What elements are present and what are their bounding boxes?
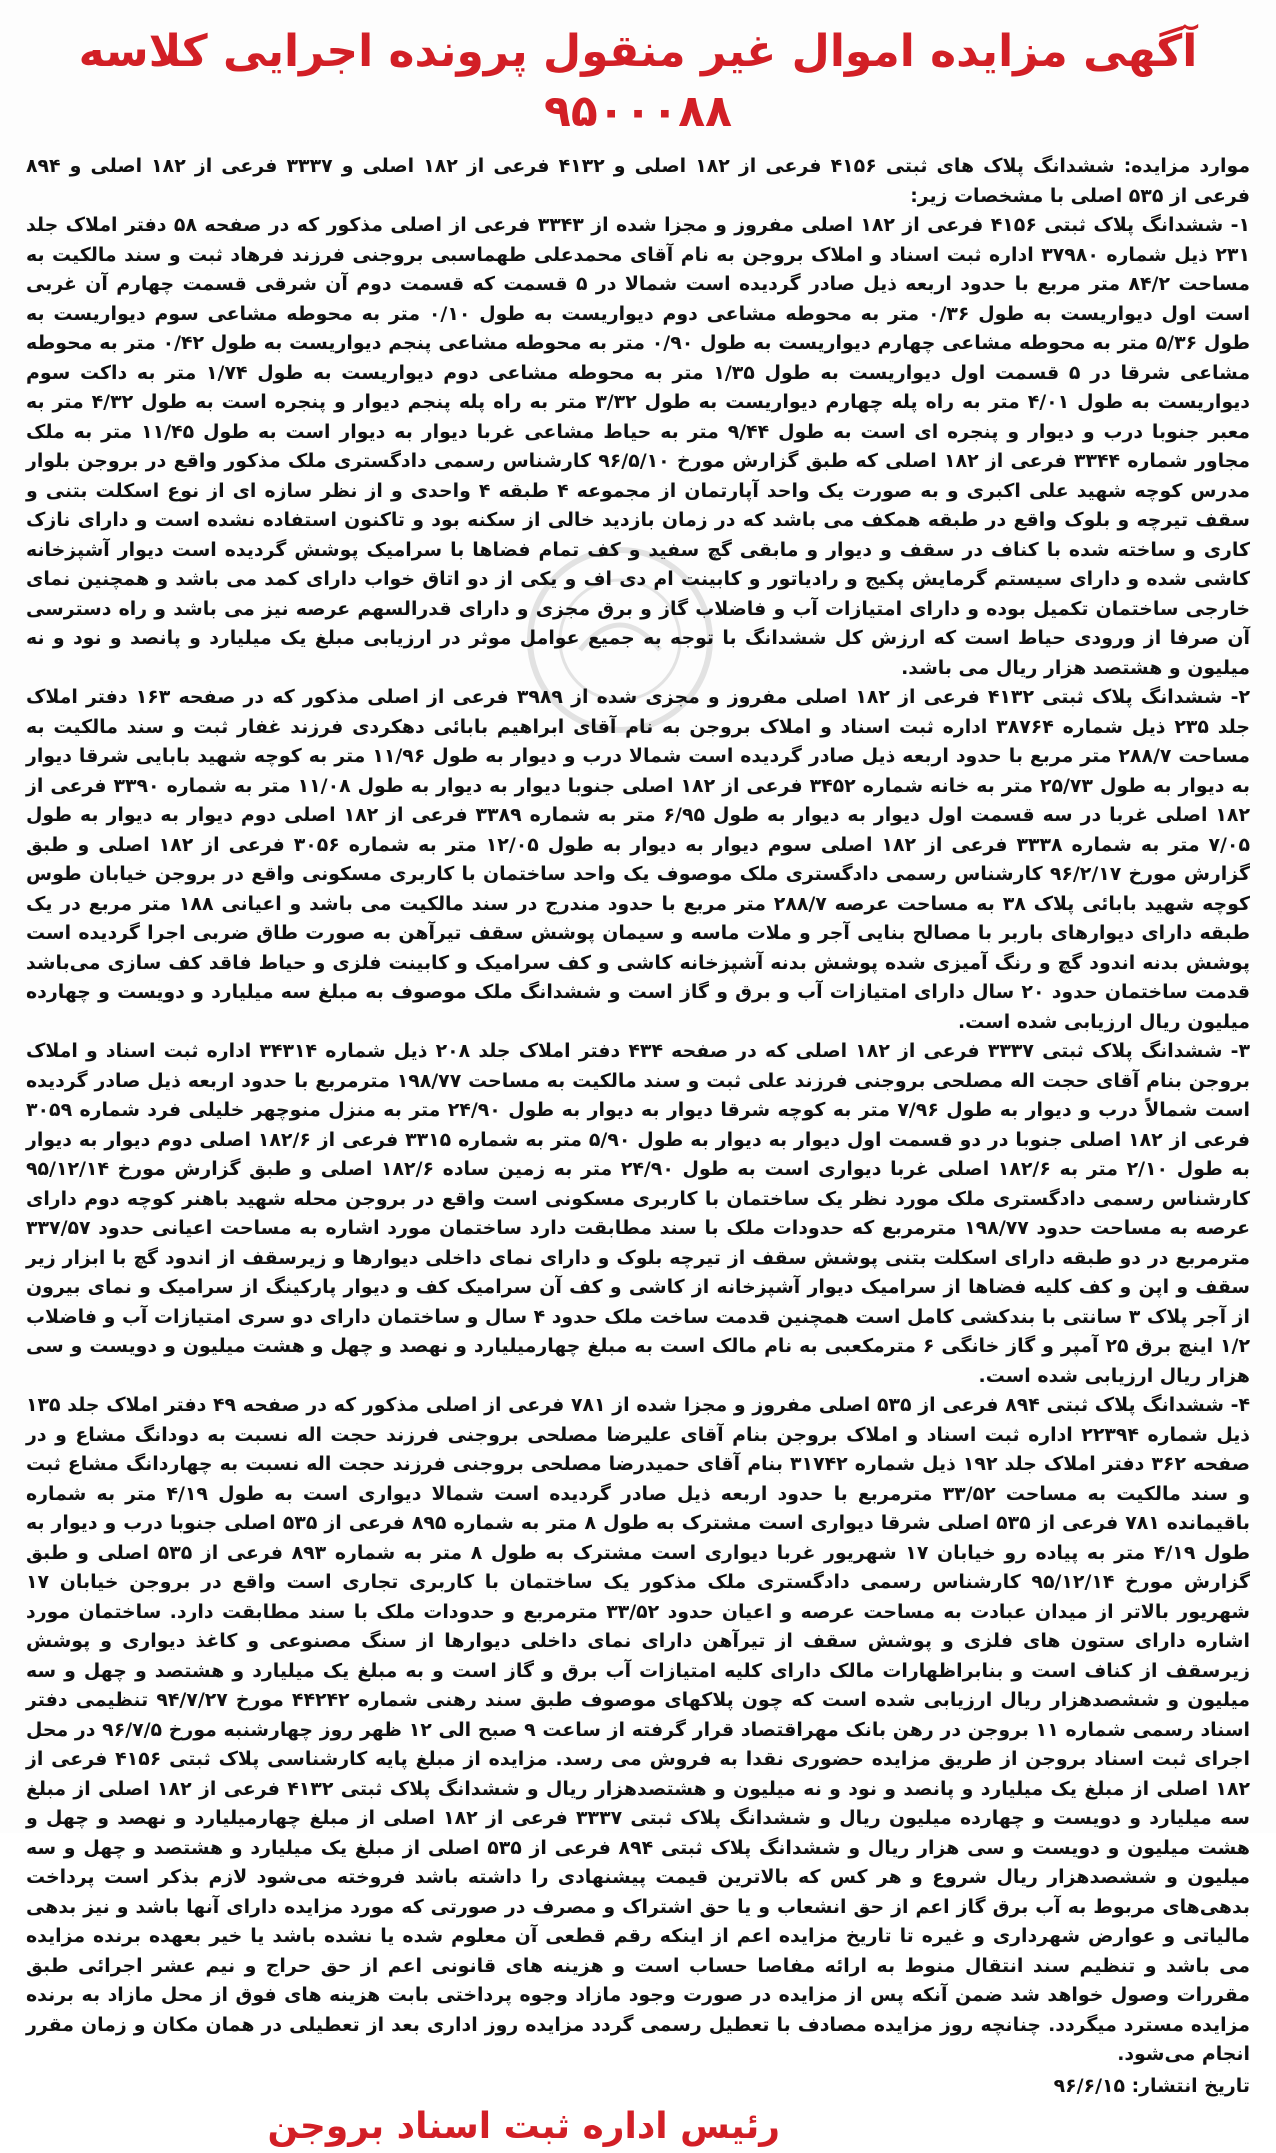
property-item-3: ۳- ششدانگ پلاک ثبتی ۳۳۳۷ فرعی از ۱۸۲ اصلی که در صفحه ۴۳۴ دفتر املاک جلد ۲۰۸ ذیل شماره ۳۴۳۱۴ اداره ثبت اسناد و املاک بروجن بنام آقای حجت اله مصلحی بروجنی فرزند علی ثبت و سند مالکیت به مساحت ۱۹۸/۷۷ مترمربع با حدود اربعه ذیل صادر گردیده است شمالاً درب و دیوار به طول ۷/۹۶ متر به کوچه شرقا دیوار به دیوار به طول ۲۴/۹۰ متر به منزل منوچهر خلیلی فرد شماره ۳۰۵۹ فرعی از ۱۸۲ اصلی جنوبا در دو قسمت اول دیوار به دیوار به طول ۵/۹۰ متر به شماره ۳۳۱۵ فرعی از ۱۸۲/۶ اصلی دوم دیوار به دیوار به طول ۲/۱۰ متر به ۱۸۲/۶ اصلی غربا دیواری است به طول ۲۴/۹۰ متر به زمین ساده ۱۸۲/۶ اصلی و طبق گزارش مورخ ۹۵/۱۲/۱۴ کارشناس رسمی دادگستری ملک مورد نظر یک ساختمان با کاربری مسکونی است واقع در بروجن محله شهید باهنر کوچه دوم دارای عرصه به مساحت حدود ۱۹۸/۷۷ مترمربع که حدودات ملک با سند مطابقت دارد ساختمان مورد اشاره به مساحت اعیانی حدود ۳۳۷/۵۷ مترمربع در دو طبقه دارای اسکلت بتنی پوشش سقف از تیرچه بلوک و دارای نمای داخلی دیوارها و زیرسقف از اندود گچ با ابزار زیر سقف و اپن و کف کلیه فضاها از سرامیک دیوار آشپزخانه از کاشی و کف آن سرامیک کف و دیوار پارکینگ از سرامیک و نمای بیرون از آجر پلاک ۳ سانتی با بندکشی کامل است همچنین قدمت ساخت ملک حدود ۴ سال و ساختمان دارای دو سری امتیازات آب و فاضلاب ۱/۲ اینچ برق ۲۵ آمپر و گاز خانگی ۶ مترمکعبی به نام مالک است به مبلغ چهارمیلیارد و نهصد و چهل و هشت میلیون و دویست و سی هزار ریال ارزیابی شده است. — [26, 1040, 1251, 1387]
property-item-2: ۲- ششدانگ پلاک ثبتی ۴۱۳۲ فرعی از ۱۸۲ اصلی مفروز و مجزی شده از ۳۹۸۹ فرعی از اصلی مذکور که در صفحه ۱۶۳ دفتر املاک جلد ۲۳۵ ذیل شماره ۳۸۷۶۴ اداره ثبت اسناد و املاک بروجن به نام آقای ابراهیم بابائی دهکردی فرزند غفار ثبت و سند مالکیت به مساحت ۲۸۸/۷ متر مربع با حدود اربعه ذیل صادر گردیده است شمالا درب و دیوار به طول ۱۱/۹۶ متر به کوچه شهید بابایی شرقا دیوار به دیوار به طول ۲۵/۷۳ متر به خانه شماره ۳۴۵۲ فرعی از ۱۸۲ اصلی جنوبا دیوار به دیوار به طول ۱۱/۰۸ متر به شماره ۳۳۹۰ فرعی از ۱۸۲ اصلی غربا در سه قسمت اول دیوار به دیوار به طول ۶/۹۵ متر به شماره ۳۳۸۹ فرعی از ۱۸۲ اصلی دوم دیوار به دیوار به طول ۷/۰۵ متر به شماره ۳۳۳۸ فرعی از ۱۸۲ اصلی سوم دیوار به دیوار به طول ۱۲/۰۵ متر به شماره ۳۰۵۶ فرعی از ۱۸۲ اصلی و طبق گزارش مورخ ۹۶/۲/۱۷ کارشناس رسمی دادگستری ملک موصوف یک واحد ساختمان با کاربری مسکونی واقع در بروجن خیابان طوس کوچه شهید بابائی پلاک ۳۸ به مساحت عرصه ۲۸۸/۷ متر مربع با حدود مندرج در سند مالکیت می باشد و اعیانی ۱۸۸ متر مربع در یک طبقه دارای دیوارهای باربر با مصالح بنایی آجر و ملات ماسه و سیمان پوشش سقف تیرآهن به صورت طاق ضربی اجرا گردیده است پوشش بدنه اندود گچ و رنگ آمیزی شده پوشش بدنه آشپزخانه کاشی و کف سرامیک و کابینت فلزی و حیاط فاقد کف سازی می‌باشد قدمت ساختمان حدود ۲۰ سال دارای امتیازات آب و برق و گاز است و ششدانگ ملک موصوف به مبلغ سه میلیارد و دویست و چهارده میلیون ریال ارزیابی شده است. — [26, 686, 1251, 1033]
property-item-4: ۴- ششدانگ پلاک ثبتی ۸۹۴ فرعی از ۵۳۵ اصلی مفروز و مجزا شده از ۷۸۱ فرعی از اصلی مذکور که در صفحه ۴۹ دفتر املاک جلد ۱۳۵ ذیل شماره ۲۲۳۹۴ اداره ثبت اسناد و املاک بروجن بنام آقای علیرضا مصلحی بروجنی فرزند حجت اله نسبت به دودانگ مشاع و در صفحه ۳۶۲ دفتر املاک جلد ۱۹۲ ذیل شماره ۳۱۷۴۲ بنام آقای حمیدرضا مصلحی بروجنی فرزند حجت اله نسبت به چهاردانگ مشاع ثبت و سند مالکیت به مساحت ۳۳/۵۲ مترمربع با حدود اربعه ذیل صادر گردیده است شمالا دیواری است به طول ۴/۱۹ متر به شماره باقیمانده ۷۸۱ فرعی از ۵۳۵ اصلی شرقا دیواری است مشترک به طول ۸ متر به شماره ۸۹۵ فرعی از ۵۳۵ اصلی جنوبا درب و دیوار به طول ۴/۱۹ متر به پیاده رو خیابان ۱۷ شهریور غربا دیواری است مشترک به طول ۸ متر به شماره ۸۹۳ فرعی از ۵۳۵ اصلی و طبق گزارش مورخ ۹۵/۱۲/۱۴ کارشناس رسمی دادگستری ملک مذکور یک ساختمان با کاربری تجاری است واقع در بروجن خیابان ۱۷ شهریور بالاتر از میدان عبادت به مساحت عرصه و اعیان حدود ۳۳/۵۲ مترمربع و حدودات ملک با سند مطابقت دارد. ساختمان مورد اشاره دارای ستون های فلزی و پوشش سقف از تیرآهن دارای نمای داخلی دیوارها از سنگ مصنوعی و کاغذ دیواری و پوشش زیرسقف از کناف است و بنابراظهارات مالک دارای کلیه امتیازات آب برق و گاز است و به مبلغ یک میلیارد و هشتصد و چهل و سه میلیون و ششصدهزار ریال ارزیابی شده است که چون پلاکهای موصوف طبق سند رهنی شماره ۴۴۲۴۲ مورخ ۹۴/۷/۲۷ تنظیمی دفتر اسناد رسمی شماره ۱۱ بروجن در رهن بانک مهراقتصاد قرار گرفته از ساعت ۹ صبح الی ۱۲ ظهر روز چهارشنبه مورخ ۹۶/۷/۵ در محل اجرای ثبت اسناد بروجن از طریق مزایده حضوری نقدا به فروش می رسد. مزایده از مبلغ پایه کارشناسی پلاک ثبتی ۴۱۵۶ فرعی از ۱۸۲ اصلی از مبلغ یک میلیارد و پانصد و نود و نه میلیون و هشتصدهزار ریال و ششدانگ پلاک ثبتی ۴۱۳۲ فرعی از ۱۸۲ اصلی از مبلغ سه میلیارد و دویست و چهارده میلیون ریال و ششدانگ پلاک ثبتی ۳۳۳۷ فرعی از ۱۸۲ اصلی از مبلغ چهارمیلیارد و نهصد و چهل و هشت میلیون و دویست و سی هزار ریال و ششدانگ پلاک ثبتی ۸۹۴ فرعی از ۵۳۵ اصلی از مبلغ یک میلیارد و هشتصد و چهل و سه میلیون و ششصدهزار ریال شروع و هر کس که بالاترین قیمت پیشنهادی را داشته باشد فروخته می‌شود لازم بذکر است پرداخت بدهی‌های مربوط به آب برق گاز اعم از حق انشعاب و یا حق اشتراک و مصرف در صورتی که مورد مزایده دارای آنها باشد و نیز بدهی مالیاتی و عوارض شهرداری و غیره تا تاریخ مزایده اعم از اینکه رقم قطعی آن معلوم شده یا نشده باشد یا خیر بعهده برنده مزایده می باشد و تنظیم سند انتقال منوط به ارائه مفاصا حساب است و هزینه های قانونی اعم از حق حراج و نیم عشر اجرائی طبق مقررات وصول خواهد شد ضمن آنکه پس از مزایده در صورت وجود مازاد وجوه پرداختی بابت هزینه های فوق از محل مازاد به برنده مزایده مسترد میگردد. چنانچه روز مزایده مصادف با تعطیل رسمی گردد مزایده روز اداری بعد از تعطیلی در همان مکان و زمان مقرر انجام می‌شود. — [26, 1394, 1251, 2065]
notice-body — [26, 152, 1250, 2070]
property-item-1: ۱- ششدانگ پلاک ثبتی ۴۱۵۶ فرعی از ۱۸۲ اصلی مفروز و مجزا شده از ۳۳۴۳ فرعی از اصلی مذکور که در صفحه ۵۸ دفتر املاک جلد ۲۳۱ ذیل شماره ۳۷۹۸۰ اداره ثبت اسناد و املاک بروجن به نام آقای محمدعلی طهماسبی بروجنی فرزند فرهاد ثبت و سند مالکیت به مساحت ۸۴/۲ متر مربع با حدود اربعه ذیل صادر گردیده است شمالا در ۵ قسمت که قسمت دوم آن شرقی قسمت چهارم آن غربی است اول دیواریست به طول ۰/۳۶ متر به محوطه مشاعی دوم دیواریست به طول ۰/۱۰ متر به محوطه مشاعی سوم دیواریست به طول ۵/۳۶ متر به محوطه مشاعی چهارم دیواریست به طول ۰/۹۰ متر به محوطه مشاعی پنجم دیواریست به طول ۰/۴۲ متر به محوطه مشاعی شرقا در ۵ قسمت اول دیواریست به طول ۱/۳۵ متر به محوطه مشاعی دوم دیواریست به طول ۱/۷۴ متر به داکت سوم دیواریست به طول ۴/۰۱ متر به راه پله چهارم دیواریست به طول ۳/۳۲ متر به راه پله پنجم دیوار و پنجره است به طول ۴/۳۲ متر به معبر جنوبا درب و دیوار و پنجره ای است به طول ۹/۴۴ متر به حیاط مشاعی غربا دیوار به دیوار است به طول ۱۱/۴۵ متر به ملک مجاور شماره ۳۳۴۴ فرعی از ۱۸۲ اصلی که طبق گزارش مورخ ۹۶/۵/۱۰ کارشناس رسمی دادگستری ملک مذکور واقع در بروجن بلوار مدرس کوچه شهید علی اکبری و به صورت یک واحد آپارتمان از مجموعه ۴ طبقه ۴ واحدی و از نظر سازه ای از نوع اسکلت بتنی و سقف تیرچه و بلوک واقع در طبقه همکف می باشد که در زمان بازدید خالی از سکنه بود و تاکنون استفاده نشده است و دارای نازک کاری و ساخته شده با کناف در سقف و دیوار و مابقی گچ سفید و کف تمام فضاها با سرامیک پوشش گردیده است دیوار آشپزخانه کاشی شده و دارای سیستم گرمایش پکیج و رادیاتور و کابینت ام دی اف و یکی از دو اتاق خواب دارای کمد می باشد و همچنین نمای خارجی ساختمان تکمیل بوده و دارای امتیازات آب و فاضلاب گاز و برق مجزی و دارای قدرالسهم عرصه نیز می باشد و راه دسترسی آن صرفا از ورودی حیاط است که ارزش کل ششدانگ با توجه به جمیع عوامل موثر در ارزیابی مبلغ یک میلیارد و پانصد و نود و نه میلیون و هشتصد هزار ریال می باشد. — [26, 214, 1251, 679]
publication-date: تاریخ انتشار: ۹۶/۶/۱۵ — [1053, 2074, 1250, 2097]
notice-title: آگهی مزایده اموال غیر منقول پرونده اجرایی کلاسه ۹۵۰۰۰۸۸ — [78, 26, 1198, 137]
signature: رئیس اداره ثبت اسناد بروجن — [267, 2106, 780, 2147]
intro-paragraph: موارد مزایده: ششدانگ پلاک های ثبتی ۴۱۵۶ فرعی از ۱۸۲ اصلی و ۴۱۳۲ فرعی از ۱۸۲ اصلی و ۳۳۳۷ فرعی از ۱۸۲ اصلی و ۸۹۴ فرعی از ۵۳۵ اصلی با مشخصات زیر: — [26, 155, 1251, 207]
